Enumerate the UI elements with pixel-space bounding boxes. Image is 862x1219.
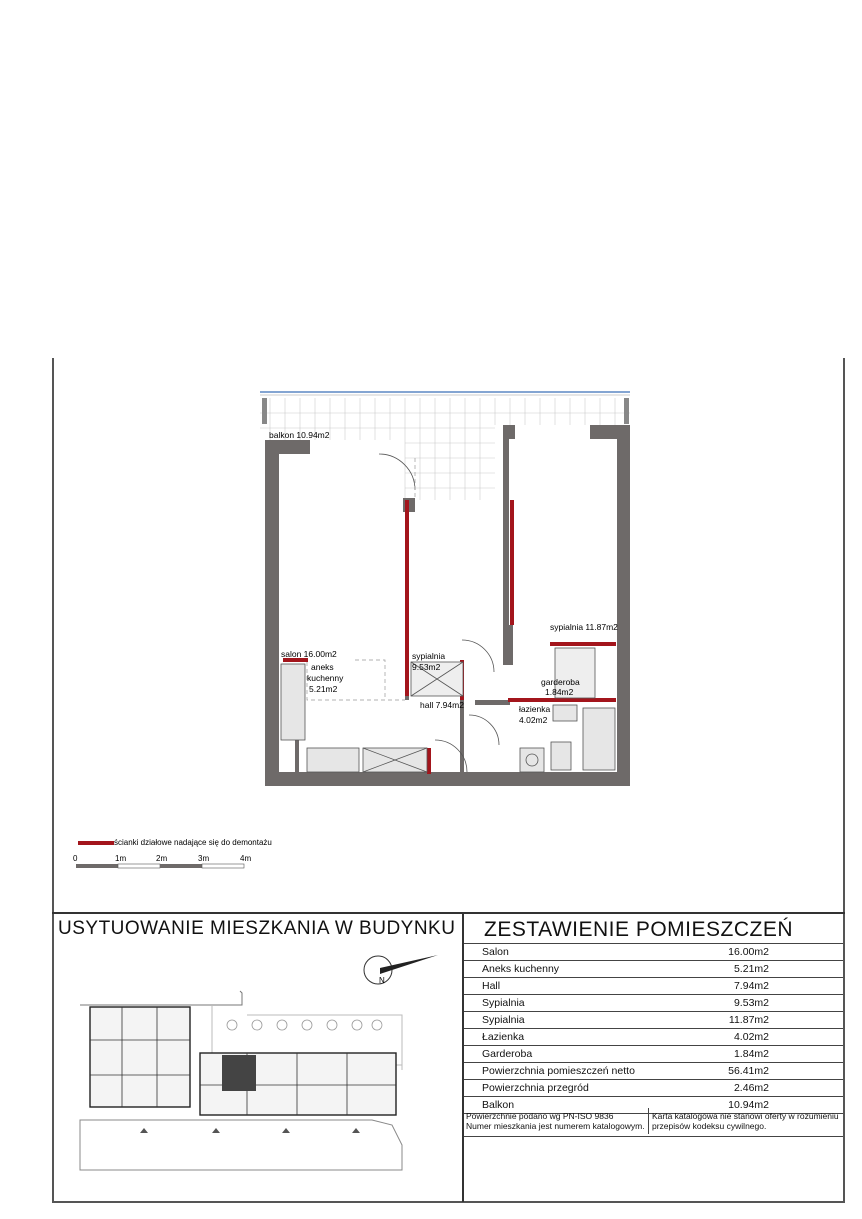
scale-tick-2: 2m bbox=[156, 854, 168, 863]
label-lazienka-2: 4.02m2 bbox=[519, 715, 548, 725]
room-area: 11.87m2 bbox=[691, 1012, 843, 1029]
door-arcs bbox=[379, 454, 499, 772]
room-name: Łazienka bbox=[464, 1029, 691, 1046]
label-balkon: balkon 10.94m2 bbox=[269, 430, 330, 440]
balcony-grid bbox=[260, 398, 630, 500]
room-area: 5.21m2 bbox=[691, 961, 843, 978]
legend-demolition-swatch bbox=[78, 841, 114, 845]
room-name: Salon bbox=[464, 944, 691, 961]
room-name: Sypialnia bbox=[464, 995, 691, 1012]
note-legal-disclaimer: Karta katalogowa nie stanowi oferty w rozumieniu przepisów kodeksu cywilnego. bbox=[652, 1111, 839, 1131]
building-site-plan bbox=[72, 985, 412, 1175]
rooms-summary-table bbox=[464, 943, 843, 1114]
location-title: USYTUOWANIE MIESZKANIA W BUDYNKU bbox=[58, 918, 456, 939]
room-area: 1.84m2 bbox=[691, 1046, 843, 1063]
frame-bottom-line bbox=[52, 1201, 845, 1203]
scale-tick-1: 1m bbox=[115, 854, 127, 863]
table-row bbox=[464, 1080, 843, 1097]
table-row bbox=[464, 961, 843, 978]
room-name: Sypialnia bbox=[464, 1012, 691, 1029]
table-row bbox=[464, 1063, 843, 1080]
note-divider bbox=[648, 1108, 649, 1134]
room-area: 16.00m2 bbox=[691, 944, 843, 961]
compass-north-label: N bbox=[379, 976, 385, 985]
note-area-standard: Powierzchnie podano wg PN-ISO 9836 Numer mieszkania jest numerem katalogowym. bbox=[466, 1111, 645, 1131]
room-name: Powierzchnia przegród bbox=[464, 1080, 691, 1097]
room-name: Powierzchnia pomieszczeń netto bbox=[464, 1063, 691, 1080]
label-sypialnia-a-1: sypialnia bbox=[412, 651, 446, 661]
room-name: Garderoba bbox=[464, 1046, 691, 1063]
table-row bbox=[464, 1029, 843, 1046]
label-hall: hall 7.94m2 bbox=[420, 700, 464, 710]
label-lazienka-1: łazienka bbox=[519, 704, 551, 714]
table-row bbox=[464, 995, 843, 1012]
label-garderoba-2: 1.84m2 bbox=[545, 687, 574, 697]
label-sypialnia-b: sypialnia 11.87m2 bbox=[550, 622, 618, 632]
room-area: 4.02m2 bbox=[691, 1029, 843, 1046]
label-sypialnia-a-2: 9.53m2 bbox=[412, 662, 441, 672]
label-salon: salon 16.00m2 bbox=[281, 649, 337, 659]
table-row bbox=[464, 944, 843, 961]
scale-tick-4: 4m bbox=[240, 854, 252, 863]
room-name: Balkon bbox=[464, 1097, 691, 1114]
outer-walls bbox=[265, 425, 630, 786]
label-aneks-3: 5.21m2 bbox=[309, 684, 338, 694]
room-area: 56.41m2 bbox=[691, 1063, 843, 1080]
compass-needle bbox=[380, 955, 438, 974]
room-area: 9.53m2 bbox=[691, 995, 843, 1012]
bottom-section-divider bbox=[52, 912, 845, 914]
table-row bbox=[464, 1046, 843, 1063]
scale-bar bbox=[70, 850, 270, 878]
label-aneks-1: aneks bbox=[311, 662, 334, 672]
room-name: Hall bbox=[464, 978, 691, 995]
frame-left-line bbox=[52, 358, 54, 1203]
label-aneks-2: kuchenny bbox=[307, 673, 344, 683]
room-area: 10.94m2 bbox=[691, 1097, 843, 1114]
legend bbox=[72, 834, 302, 850]
label-garderoba-1: garderoba bbox=[541, 677, 580, 687]
scale-tick-0: 0 bbox=[73, 854, 78, 863]
floor-plan bbox=[255, 380, 640, 790]
demolition-walls bbox=[283, 500, 616, 774]
room-name: Aneks kuchenny bbox=[464, 961, 691, 978]
frame-right-line bbox=[843, 358, 845, 1203]
legend-demolition-label: ścianki działowe nadające się do demontażu bbox=[114, 838, 272, 847]
room-area: 7.94m2 bbox=[691, 978, 843, 995]
rooms-summary-title: ZESTAWIENIE POMIESZCZEŃ bbox=[484, 918, 794, 941]
table-row bbox=[464, 978, 843, 995]
compass bbox=[358, 950, 444, 990]
table-row bbox=[464, 1012, 843, 1029]
note-bottom-line bbox=[464, 1136, 843, 1137]
room-area: 2.46m2 bbox=[691, 1080, 843, 1097]
scale-tick-3: 3m bbox=[198, 854, 210, 863]
apartment-location-highlight bbox=[222, 1055, 256, 1091]
